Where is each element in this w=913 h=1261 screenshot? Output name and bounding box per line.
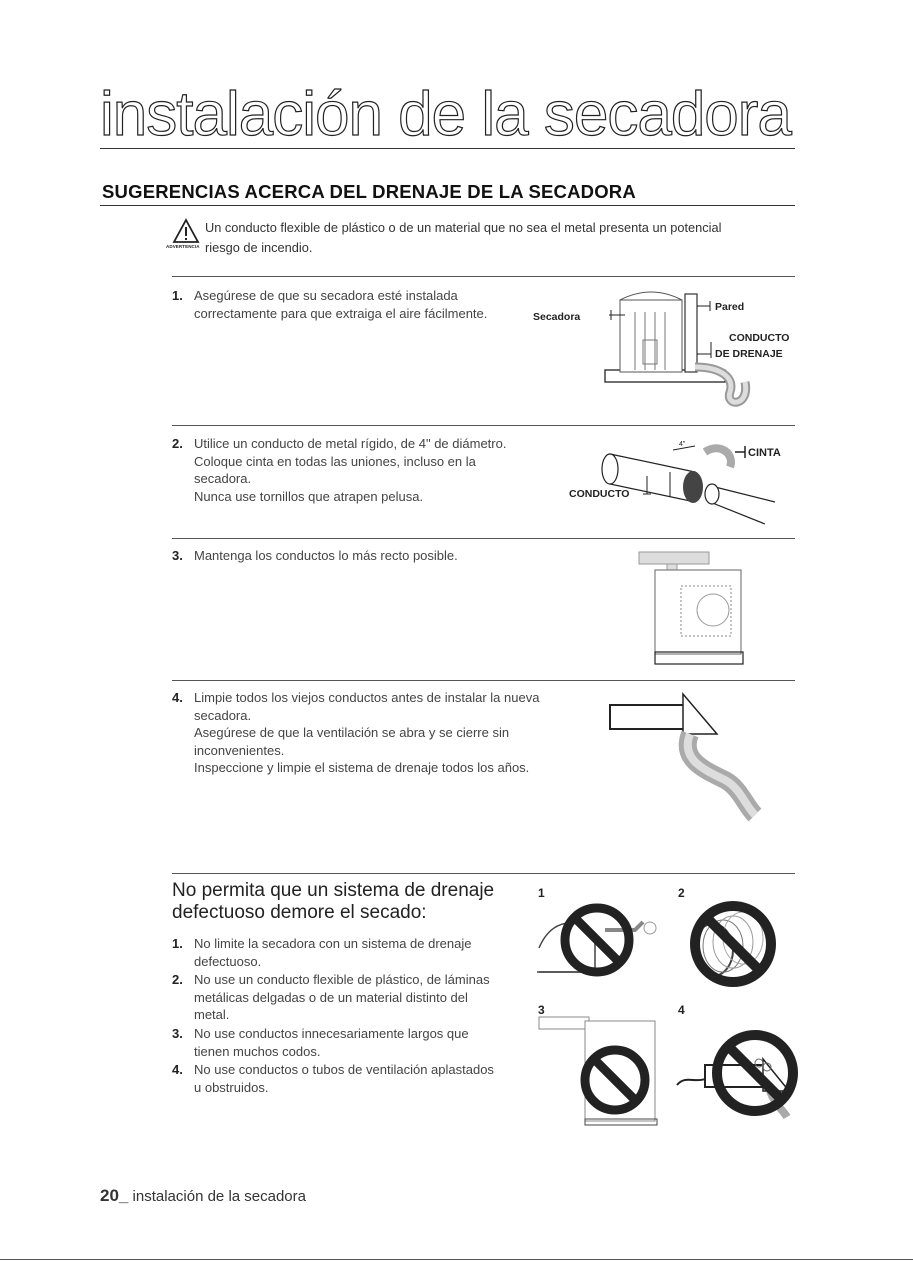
item-line: u obstruidos.: [194, 1079, 269, 1095]
page-title: instalación de la secadora: [100, 80, 791, 149]
step-line: secadora.: [194, 471, 252, 486]
figure-number: 4: [678, 1003, 685, 1017]
item-line: No use un conducto flexible de plástico, de láminas: [194, 972, 490, 987]
bottom-rule: [0, 1259, 913, 1260]
no-permit-heading-line: No permita que un sistema de drenaje: [172, 880, 495, 901]
step-line: Asegúrese de que su secadora esté instalada: [194, 288, 458, 303]
divider: [172, 873, 795, 874]
divider: [172, 680, 795, 681]
rigid-duct-figure: [565, 432, 795, 527]
straight-duct-figure: [635, 548, 755, 668]
item-number: 4.: [172, 1062, 183, 1077]
warning-text: [205, 218, 795, 258]
item-number: 3.: [172, 1026, 183, 1041]
step-number: 2.: [172, 436, 183, 451]
step-line: inconvenientes.: [194, 742, 285, 758]
figure-label-duct-1: CONDUCTO: [729, 332, 790, 344]
dryer-installation-figure: [525, 282, 800, 417]
figure-label-duct: CONDUCTO: [569, 488, 630, 500]
warning-line: Un conducto flexible de plástico o de un material que no sea el metal presenta un potencial: [205, 220, 722, 235]
item-line: defectuoso.: [194, 953, 262, 969]
divider: [172, 538, 795, 539]
section-rule: [100, 205, 795, 206]
item-number: 1.: [172, 936, 183, 951]
warning-line: riesgo de incendio.: [205, 240, 313, 255]
page-footer: [100, 1186, 306, 1206]
figure-number: 3: [538, 1003, 545, 1017]
step-line: Mantenga los conductos lo más recto posible.: [194, 548, 458, 563]
item-line: No use conductos o tubos de ventilación aplastados: [194, 1062, 494, 1077]
step-line: Utilice un conducto de metal rígido, de 4" de diámetro.: [194, 436, 507, 451]
step-line: Asegúrese de que la ventilación se abra y se cierre sin: [194, 725, 510, 740]
step-line: Inspeccione y limpie el sistema de drenaje todos los años.: [194, 760, 530, 775]
title-rule: [100, 148, 795, 149]
footer-text: instalación de la secadora: [128, 1188, 306, 1205]
warning-icon: [166, 218, 200, 252]
prohibited-figure-3: [535, 1015, 665, 1130]
step-line: secadora.: [194, 707, 252, 723]
prohibited-figure-1: [535, 900, 665, 990]
vent-clean-figure: [605, 690, 785, 835]
figure-label-tape: CINTA: [748, 447, 781, 459]
figure-label-wall: Pared: [715, 301, 745, 313]
section-heading: SUGERENCIAS ACERCA DEL DRENAJE DE LA SECADORA: [102, 181, 636, 202]
figure-label-duct-2: DE DRENAJE: [715, 348, 783, 360]
item-line: No use conductos innecesariamente largos que: [194, 1026, 469, 1041]
item-line: metal.: [194, 1007, 230, 1022]
item-number: 2.: [172, 972, 183, 987]
item-line: metálicas delgadas o de un material distinto del: [194, 989, 468, 1005]
no-permit-heading: [172, 880, 494, 924]
step-line: correctamente para que extraiga el aire fácilmente.: [194, 305, 488, 321]
step-number: 3.: [172, 548, 183, 563]
prohibited-figure-4: [675, 1015, 805, 1125]
step-line: Nunca use tornillos que atrapen pelusa.: [194, 488, 424, 504]
figure-label-diameter: 4": [679, 441, 686, 448]
item-line: No limite la secadora con un sistema de drenaje: [194, 936, 472, 951]
no-permit-heading-line: defectuoso demore el secado:: [172, 902, 427, 923]
figure-number: 2: [678, 886, 685, 900]
divider: [172, 425, 795, 426]
step-line: Coloque cinta en todas las uniones, incluso en la: [194, 453, 476, 469]
figure-label-dryer: Secadora: [533, 311, 581, 323]
figure-number: 1: [538, 886, 545, 900]
step-number: 1.: [172, 288, 183, 303]
warning-label: ADVERTENCIA: [166, 244, 200, 249]
page-number: 20_: [100, 1186, 129, 1205]
step-line: Limpie todos los viejos conductos antes de instalar la nueva: [194, 690, 540, 705]
item-line: tienen muchos codos.: [194, 1043, 321, 1059]
step-number: 4.: [172, 690, 183, 705]
prohibited-figure-2: [675, 900, 795, 990]
divider: [172, 276, 795, 277]
